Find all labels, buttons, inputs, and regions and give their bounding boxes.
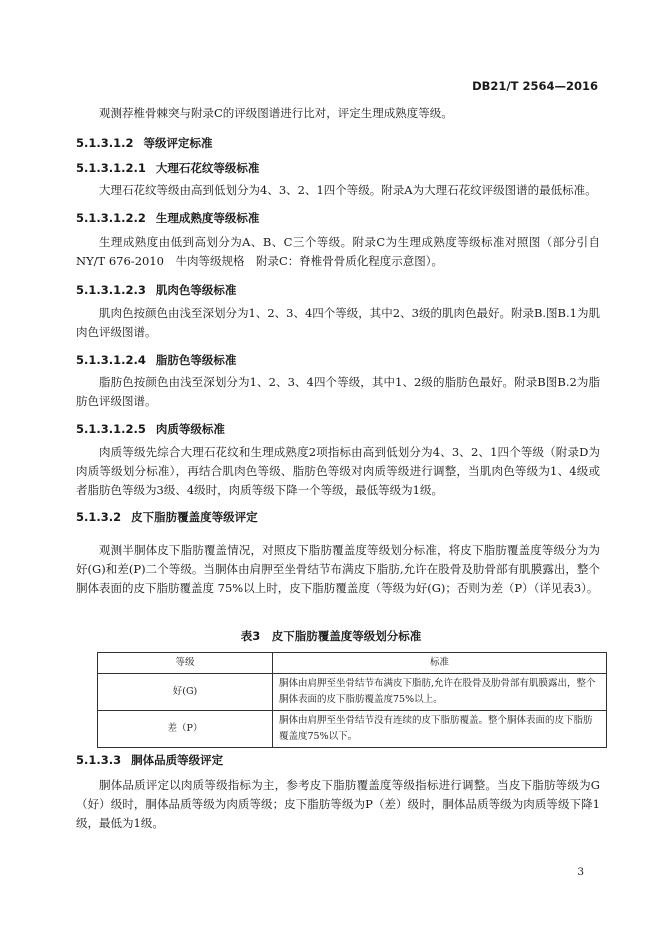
table-cell-criterion: 胴体由肩胛至坐骨结节布满皮下脂肪,允许在股骨及肋骨部有肌膜露出，整个胴体表面的皮下脂肪覆盖度75%以上。 — [273, 674, 607, 711]
paragraph — [76, 181, 600, 200]
section-heading — [76, 752, 600, 768]
section-heading — [76, 352, 600, 368]
section-title: 等级评定标准 — [143, 136, 213, 150]
section-number: 5.1.3.1.2 — [76, 136, 134, 150]
paragraph-text: 脂肪色按颜色由浅至深划分为1、2、3、4四个等级，其中1、2级的脂肪色最好。附录B图B.2为脂肪色评级图谱。 — [76, 375, 600, 408]
paragraph — [76, 373, 600, 411]
table-header-cell: 标准 — [273, 653, 607, 674]
table-cell-criterion: 胴体由肩胛至坐骨结节没有连续的皮下脂肪覆盖。整个胴体表面的皮下脂肪覆盖度75%以下。 — [273, 711, 607, 748]
section-number: 5.1.3.1.2.2 — [76, 211, 146, 225]
section-title: 肉质等级标准 — [155, 422, 225, 436]
section-title: 皮下脂肪覆盖度等级评定 — [131, 510, 258, 524]
section-title: 肌肉色等级标准 — [155, 283, 237, 297]
section-number: 5.1.3.1.2.3 — [76, 283, 146, 297]
section-heading — [76, 210, 600, 226]
paragraph — [76, 541, 600, 598]
page-number: 3 — [577, 866, 584, 878]
section-title: 大理石花纹等级标准 — [155, 161, 260, 175]
paragraph-text: 肌肉色按颜色由浅至深划分为1、2、3、4四个等级，其中2、3级的肌肉色最好。附录B.图B.1为肌肉色评级图谱。 — [76, 306, 600, 339]
paragraph-text: 胴体品质评定以肉质等级指标为主，参考皮下脂肪覆盖度等级指标进行调整。当皮下脂肪等级为G（好）级时，胴体品质等级为肉质等级；皮下脂肪等级为P（差）级时，胴体品质等级为肉质等级下降1级，最低为1级。 — [76, 778, 600, 830]
paragraph — [76, 776, 600, 833]
section-heading — [76, 282, 600, 298]
section-number: 5.1.3.3 — [76, 753, 122, 767]
paragraph-text: 大理石花纹等级由高到低划分为4、3、2、1四个等级。附录A为大理石花纹评级图谱的最低标准。 — [99, 183, 597, 197]
paragraph — [76, 233, 600, 271]
table-row — [98, 711, 607, 748]
paragraph-text: 观测半胴体皮下脂肪覆盖情况，对照皮下脂肪覆盖度等级划分标准，将皮下脂肪覆盖度等级分为为好(G)和差(P)二个等级。当胴体由肩胛至坐骨结节布满皮下脂肪,允许在股骨及肋骨部有肌膜露出，整个胴体表面的皮下脂肪覆盖度 75%以上时，皮下脂肪覆盖度（等级为好(G)；否则为差（P）（详见表3）。 — [76, 543, 600, 595]
section-number: 5.1.3.1.2.5 — [76, 422, 146, 436]
table-cell-grade: 好(G) — [98, 674, 273, 711]
section-number: 5.1.3.1.2.1 — [76, 161, 146, 175]
section-number: 5.1.3.2 — [76, 510, 122, 524]
table-caption: 表3 皮下脂肪覆盖度等级划分标准 — [240, 629, 422, 643]
grading-table — [97, 652, 607, 748]
section-heading — [76, 421, 600, 437]
document-id-header: DB21/T 2564—2016 — [472, 79, 598, 93]
section-heading — [76, 160, 600, 176]
section-title: 胴体品质等级评定 — [131, 753, 224, 767]
paragraph — [76, 104, 600, 123]
section-heading — [76, 509, 600, 525]
paragraph-text: 观测荐椎骨棘突与附录C的评级图谱进行比对，评定生理成熟度等级。 — [99, 106, 453, 120]
table-header-cell: 等级 — [98, 653, 273, 674]
paragraph — [76, 304, 600, 342]
section-title: 脂肪色等级标准 — [155, 353, 237, 367]
section-number: 5.1.3.1.2.4 — [76, 353, 146, 367]
section-heading — [76, 135, 600, 151]
table-cell-grade: 差（P） — [98, 711, 273, 748]
section-title: 生理成熟度等级标准 — [155, 211, 260, 225]
paragraph-text: 肉质等级先综合大理石花纹和生理成熟度2项指标由高到低划分为4、3、2、1四个等级（附录D为肉质等级划分标准），再结合肌肉色等级、脂肪色等级对肉质等级进行调整，当肌肉色等级为1、4级或者脂肪色等级为3级、4级时，肉质等级下降一个等级，最低等级为1级。 — [76, 445, 600, 497]
paragraph-text: 生理成熟度由低到高划分为A、B、C三个等级。附录C为生理成熟度等级标准对照图（部分引自NY/T 676-2010 牛肉等级规格 附录C：脊椎骨骨质化程度示意图）。 — [76, 235, 600, 268]
paragraph — [76, 443, 600, 500]
table-header-row — [98, 653, 607, 674]
table-row — [98, 674, 607, 711]
